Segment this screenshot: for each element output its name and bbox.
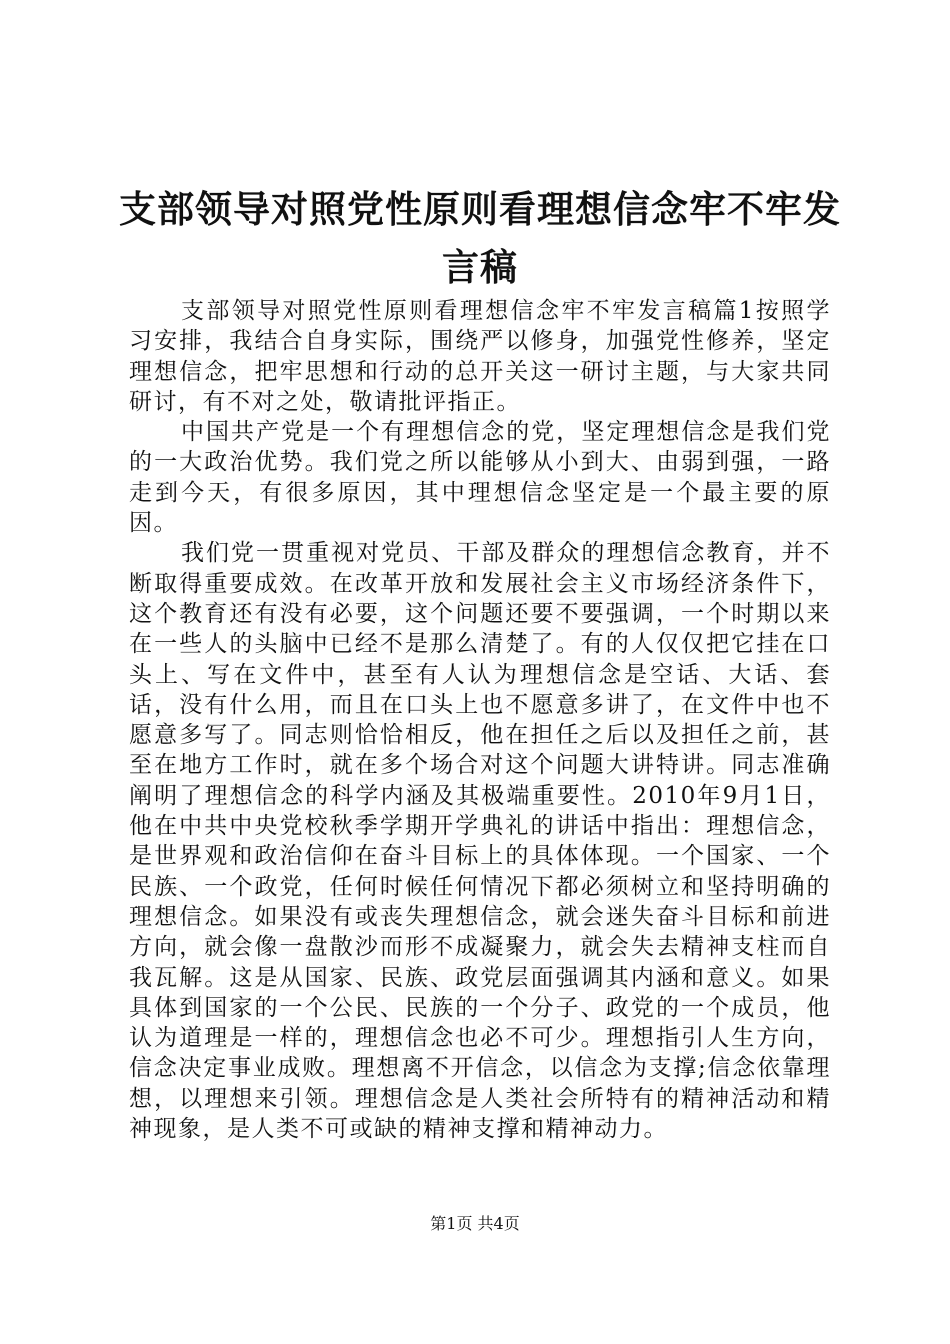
- paragraph: 支部领导对照党性原则看理想信念牢不牢发言稿篇1按照学习安排，我结合自身实际，围绕严以修身，加强党性修养，坚定理想信念，把牢思想和行动的总开关这一研讨主题，与大家共同研讨，有不对之处，敬请批评指正。: [129, 298, 831, 415]
- paragraph: 我们党一贯重视对党员、干部及群众的理想信念教育，并不断取得重要成效。在改革开放和发展社会主义市场经济条件下，这个教育还有没有必要，这个问题还要不要强调，一个时期以来在一些人的头脑中已经不是那么清楚了。有的人仅仅把它挂在口头上、写在文件中，甚至有人认为理想信念是空话、大话、套话，没有什么用，而且在口头上也不愿意多讲了，在文件中也不愿意多写了。同志则恰恰相反，他在担任之后以及担任之前，甚至在地方工作时，就在多个场合对这个问题大讲特讲。同志准确阐明了理想信念的科学内涵及其极端重要性。2010年9月1日，他在中共中央党校秋季学期开学典礼的讲话中指出：理想信念，是世界观和政治信仰在奋斗目标上的具体体现。一个国家、一个民族、一个政党，任何时候任何情况下都必须树立和坚持明确的理想信念。如果没有或丧失理想信念，就会迷失奋斗目标和前进方向，就会像一盘散沙而形不成凝聚力，就会失去精神支柱而自我瓦解。这是从国家、民族、政党层面强调其内涵和意义。如果具体到国家的一个公民、民族的一个分子、政党的一个成员，他认为道理是一样的，理想信念也必不可少。理想指引人生方向，信念决定事业成败。理想离不开信念，以信念为支撑;信念依靠理想，以理想来引领。理想信念是人类社会所特有的精神活动和精神现象，是人类不可或缺的精神支撑和精神动力。: [129, 540, 831, 1143]
- document-body: [129, 296, 831, 1144]
- document-title: 支部领导对照党性原则看理想信念牢不牢发言稿: [119, 187, 841, 289]
- page-number-footer: 第1页 共4页: [430, 1214, 520, 1233]
- paragraph: 中国共产党是一个有理想信念的党，坚定理想信念是我们党的一大政治优势。我们党之所以能够从小到大、由弱到强，一路走到今天，有很多原因，其中理想信念坚定是一个最主要的原因。: [129, 419, 831, 537]
